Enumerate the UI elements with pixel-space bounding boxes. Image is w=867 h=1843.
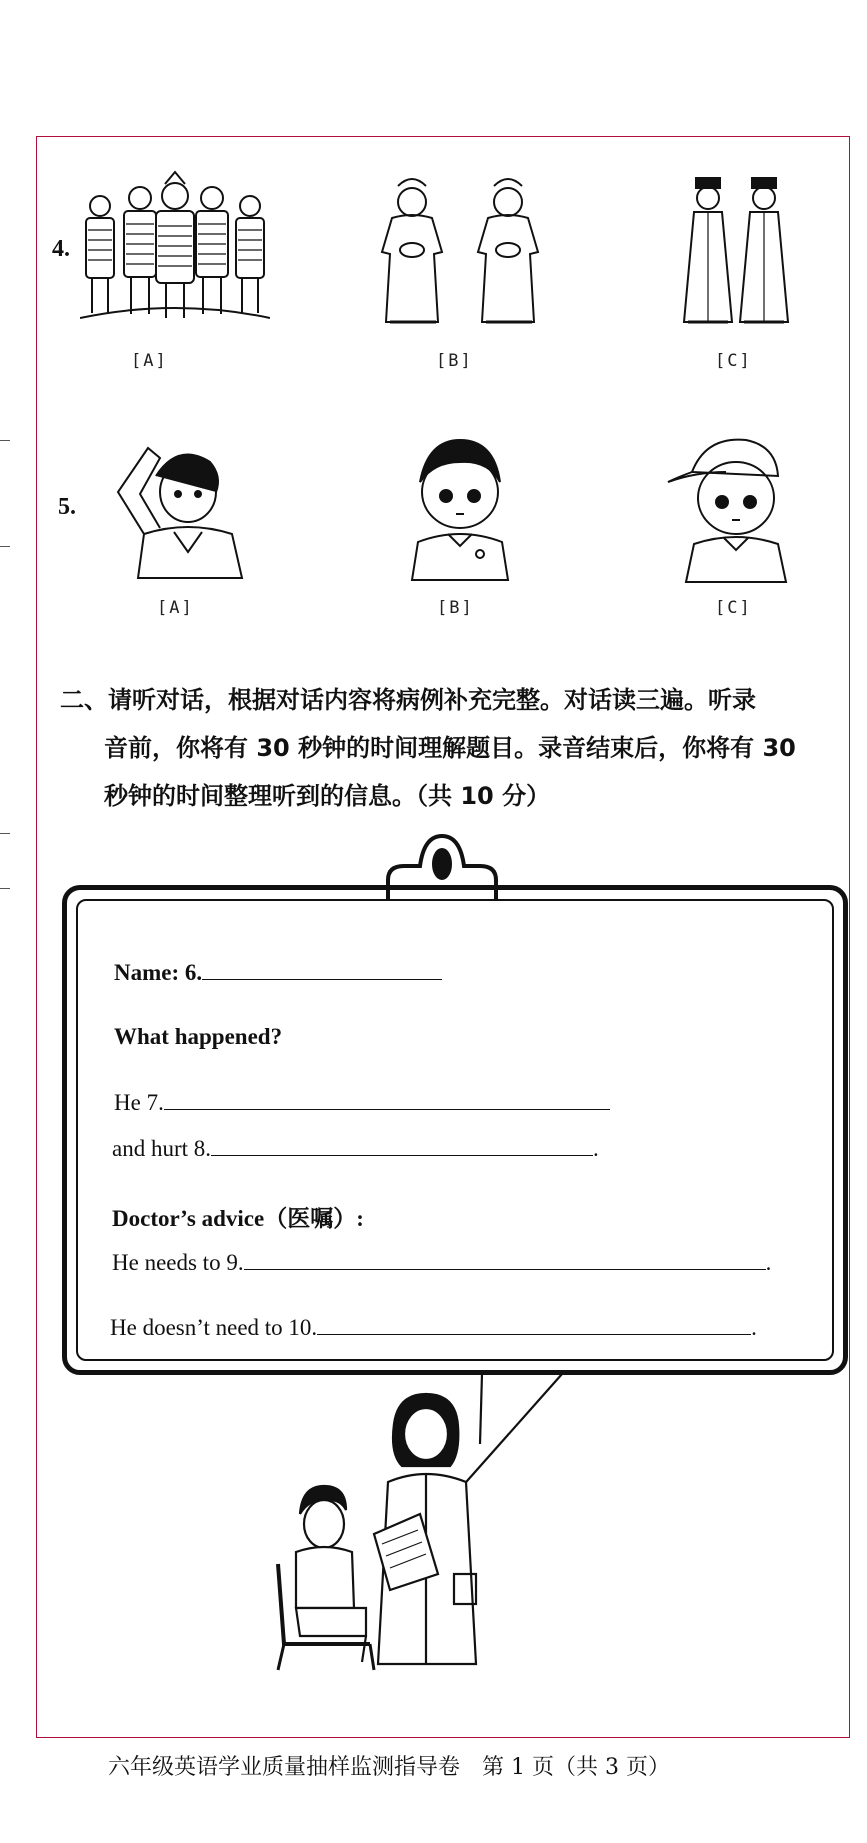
boy-cap-image bbox=[666, 432, 804, 590]
margin-mark bbox=[0, 440, 10, 441]
margin-mark bbox=[0, 833, 10, 834]
answer-8-row bbox=[112, 1136, 599, 1162]
answer-8-blank[interactable] bbox=[211, 1139, 593, 1156]
needs-label: He needs to 9. bbox=[112, 1250, 244, 1275]
answer-9-row bbox=[112, 1250, 771, 1276]
qing-dynasty-figures-image bbox=[674, 172, 804, 336]
section-2-line-1: 二、请听对话，根据对话内容将病例补充完整。对话读三遍。听录 bbox=[60, 686, 756, 714]
question-5-number: 5. bbox=[58, 494, 76, 520]
answer-7-row bbox=[114, 1090, 610, 1116]
margin-mark bbox=[0, 888, 10, 889]
doesnt-label: He doesn’t need to 10. bbox=[110, 1315, 318, 1340]
name-label: Name: 6. bbox=[114, 960, 203, 985]
what-happened-label: What happened? bbox=[114, 1024, 283, 1049]
hurt-label: and hurt 8. bbox=[112, 1136, 212, 1161]
q5-choice-b[interactable]: [B] bbox=[437, 598, 474, 618]
boy-saluting-image bbox=[98, 428, 258, 590]
q4-choice-a[interactable]: [A] bbox=[131, 351, 168, 371]
page-footer: 六年级英语学业质量抽样监测指导卷 第 1 页（共 3 页） bbox=[108, 1755, 670, 1780]
needs-end: . bbox=[765, 1250, 772, 1275]
q5-choice-a[interactable]: [A] bbox=[157, 598, 194, 618]
answer-10-row bbox=[110, 1315, 757, 1341]
name-row bbox=[114, 960, 442, 986]
he-label: He 7. bbox=[114, 1090, 164, 1115]
hurt-end: . bbox=[593, 1136, 599, 1161]
question-4-number: 4. bbox=[52, 236, 70, 262]
q4-choice-c[interactable]: [C] bbox=[715, 351, 752, 371]
doesnt-end: . bbox=[751, 1315, 757, 1340]
q4-choice-b[interactable]: [B] bbox=[436, 351, 473, 371]
q5-choice-c[interactable]: [C] bbox=[715, 598, 752, 618]
doctor-advice-label: Doctor’s advice（医嘱）: bbox=[112, 1206, 364, 1231]
answer-6-blank[interactable] bbox=[202, 963, 442, 980]
section-2-line-3: 秒钟的时间整理听到的信息。（共 10 分） bbox=[104, 782, 551, 810]
doctor-and-boy-image bbox=[270, 1374, 570, 1674]
tang-dynasty-figures-image bbox=[368, 172, 552, 336]
answer-10-blank[interactable] bbox=[317, 1318, 751, 1335]
answer-9-blank[interactable] bbox=[244, 1253, 766, 1270]
terracotta-warriors-image bbox=[80, 168, 270, 340]
boy-uniform-image bbox=[398, 430, 520, 590]
section-2-line-2: 音前，你将有 30 秒钟的时间理解题目。录音结束后，你将有 30 bbox=[104, 734, 796, 762]
answer-7-blank[interactable] bbox=[164, 1093, 610, 1110]
margin-mark bbox=[0, 546, 10, 547]
